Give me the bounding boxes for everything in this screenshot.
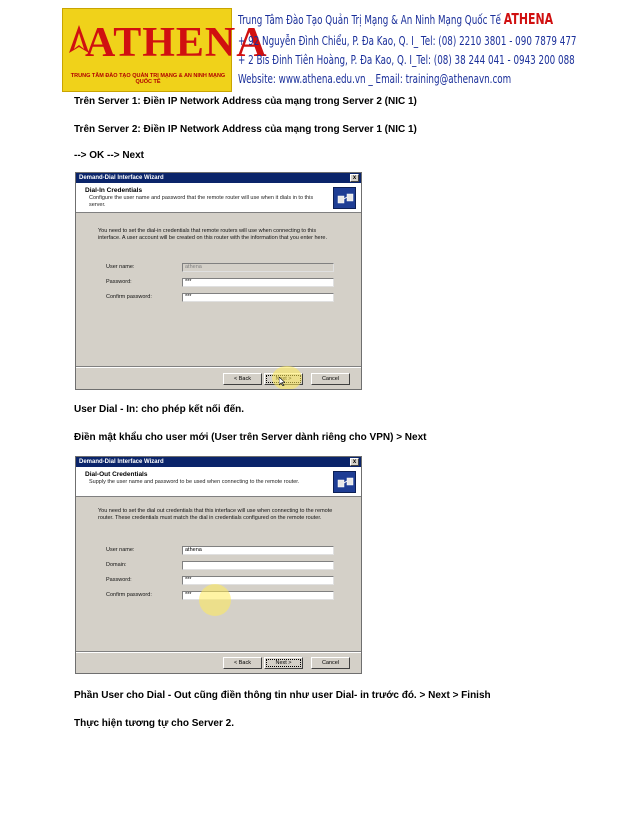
network-wizard-icon — [333, 471, 356, 493]
wizard-header — [76, 467, 361, 497]
wizard-heading: Dial-Out Credentials — [85, 471, 148, 478]
logo-tagline: TRUNG TÂM ĐÀO TẠO QUẢN TRỊ MẠNG & AN NINH MẠNG QUỐC TẾ — [70, 73, 226, 85]
paragraph-dial-out: Phần User cho Dial - Out cũng điền thông tin như user Dial- in trước đó. > Next > Finish — [74, 690, 491, 701]
paragraph-ok-next: --> OK --> Next — [74, 150, 145, 161]
back-button[interactable]: < Back — [223, 373, 262, 385]
logo-text: ATHENA — [85, 20, 268, 66]
paragraph-dial-in: User Dial - In: cho phép kết nối đến. — [74, 404, 245, 415]
paragraph-password-vpn: Điền mật khẩu cho user mới (User trên Server dành riêng cho VPN) > Next — [74, 432, 427, 443]
confirm-password-field[interactable]: *** — [182, 591, 334, 600]
paragraph-repeat-server2: Thực hiện tương tự cho Server 2. — [74, 718, 234, 729]
cursor-icon — [279, 377, 285, 386]
dial-in-wizard-screenshot — [75, 172, 362, 390]
wizard-title-bar — [76, 457, 361, 467]
network-wizard-icon — [333, 187, 356, 209]
wizard-separator — [76, 366, 361, 368]
password-field[interactable]: *** — [182, 278, 334, 287]
wizard-title: Demand-Dial Interface Wizard — [79, 459, 164, 465]
athena-logo — [62, 8, 268, 92]
banner-brand: ATHENA — [503, 10, 554, 28]
wizard-title-bar — [76, 173, 361, 183]
wizard-description: You need to set the dial-in credentials that remote routers will use when connecting to this interface. A user account will be created on this router with the information that you enter here. — [98, 228, 327, 241]
banner-line-1 — [238, 10, 553, 28]
username-label: User name: — [106, 264, 135, 270]
paragraph-server2: Trên Server 2: Điền IP Network Address của mạng trong Server 1 (NIC 1) — [74, 124, 417, 135]
username-field[interactable]: athena — [182, 263, 334, 272]
banner-address-2: + 2 Bis Đinh Tiên Hoàng, P. Đa Kao, Q. I_Tel: (08) 38 244 041 - 0943 200 088 — [238, 53, 575, 67]
confirm-password-label: Confirm password: — [106, 294, 152, 300]
wizard-separator — [76, 651, 361, 653]
click-highlight — [272, 366, 302, 390]
close-icon[interactable]: x — [350, 174, 359, 182]
wizard-title: Demand-Dial Interface Wizard — [79, 175, 164, 181]
username-label: User name: — [106, 547, 135, 553]
password-field[interactable]: *** — [182, 576, 334, 585]
cancel-button[interactable]: Cancel — [311, 657, 350, 669]
wizard-subheading: Configure the user name and password that the remote router will use when it dials in to this server. — [89, 195, 314, 208]
click-highlight — [199, 584, 231, 616]
banner-contact: Website: www.athena.edu.vn _ Email: training@athenavn.com — [238, 72, 512, 86]
cancel-button[interactable]: Cancel — [311, 373, 350, 385]
banner-center-name: Trung Tâm Đào Tạo Quản Trị Mạng & An Ninh Mạng Quốc Tế — [238, 13, 501, 27]
back-button[interactable]: < Back — [223, 657, 262, 669]
banner-address-1: + 92 Nguyễn Đình Chiểu, P. Đa Kao, Q. I_ Tel: (08) 2210 3801 - 090 7879 477 — [238, 34, 577, 48]
domain-field[interactable] — [182, 561, 334, 570]
domain-label: Domain: — [106, 562, 127, 568]
next-button[interactable]: Next > — [264, 657, 303, 669]
username-field[interactable]: athena — [182, 546, 334, 555]
paragraph-server1: Trên Server 1: Điền IP Network Address của mạng trong Server 2 (NIC 1) — [74, 96, 417, 107]
wizard-heading: Dial-In Credentials — [85, 187, 143, 194]
password-label: Password: — [106, 279, 132, 285]
confirm-password-field[interactable]: *** — [182, 293, 334, 302]
confirm-password-label: Confirm password: — [106, 592, 152, 598]
wizard-header — [76, 183, 361, 213]
header-banner — [62, 8, 606, 92]
password-label: Password: — [106, 577, 132, 583]
close-icon[interactable]: x — [350, 458, 359, 466]
wizard-subheading: Supply the user name and password to be used when connecting to the remote router. — [89, 479, 300, 485]
wizard-description: You need to set the dial out credentials that this interface will use when connecting to the remote router. These credentials must match the dial in credentials configured on the remote router. — [98, 508, 333, 521]
dial-out-wizard-screenshot — [75, 456, 362, 674]
